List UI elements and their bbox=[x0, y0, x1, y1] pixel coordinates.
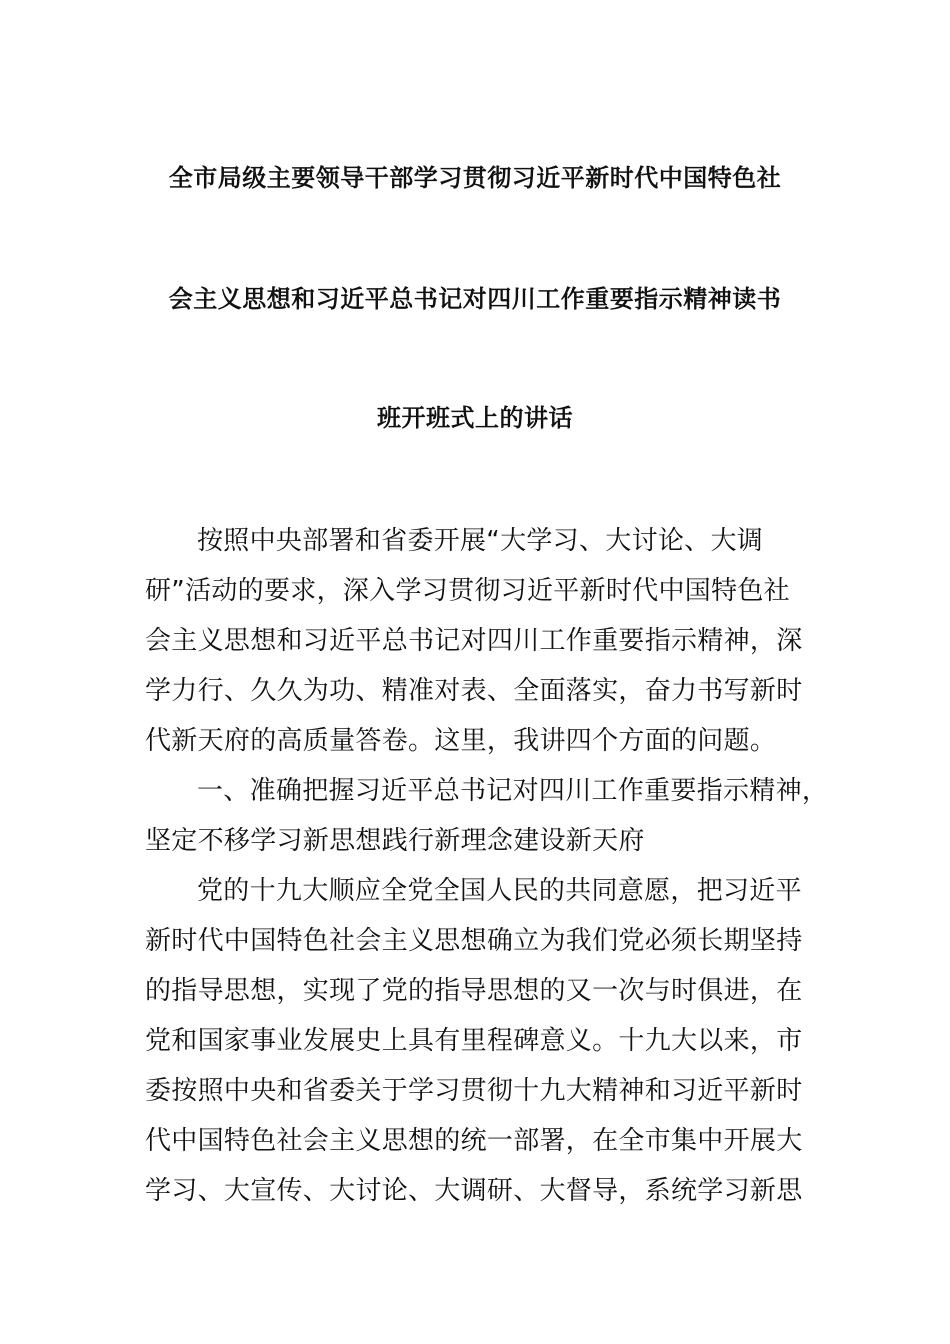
body-line-4: 学力行、久久为功、精准对表、全面落实，奋力书写新时 bbox=[145, 676, 803, 706]
document-title-line-1: 全市局级主要领导干部学习贯彻习近平新时代中国特色社 bbox=[168, 164, 782, 192]
body-line-9: 新时代中国特色社会主义思想确立为我们党必须长期坚持 bbox=[145, 926, 803, 956]
body-line-3: 会主义思想和习近平总书记对四川工作重要指示精神，深 bbox=[145, 626, 803, 656]
section-heading-line-1: 一、准确把握习近平总书记对四川工作重要指示精神， bbox=[197, 776, 829, 806]
body-line-2: 研”活动的要求，深入学习贯彻习近平新时代中国特色社 bbox=[145, 576, 790, 606]
body-line-12: 委按照中央和省委关于学习贯彻十九大精神和习近平新时 bbox=[145, 1076, 803, 1106]
section-heading-line-2: 坚定不移学习新思想践行新理念建设新天府 bbox=[145, 826, 645, 856]
body-line-10: 的指导思想，实现了党的指导思想的又一次与时俱进，在 bbox=[145, 976, 803, 1006]
body-line-5: 代新天府的高质量答卷。这里，我讲四个方面的问题。 bbox=[145, 726, 777, 756]
document-title-line-3: 班开班式上的讲话 bbox=[377, 404, 573, 432]
document-title-line-2: 会主义思想和习近平总书记对四川工作重要指示精神读书 bbox=[168, 285, 782, 313]
body-line-11: 党和国家事业发展史上具有里程碑意义。十九大以来，市 bbox=[145, 1026, 803, 1056]
body-line-13: 代中国特色社会主义思想的统一部署，在全市集中开展大 bbox=[145, 1126, 803, 1156]
body-line-8: 党的十九大顺应全党全国人民的共同意愿，把习近平 bbox=[197, 876, 802, 906]
body-line-1: 按照中央部署和省委开展“大学习、大讨论、大调 bbox=[197, 526, 764, 556]
body-line-14: 学习、大宣传、大讨论、大调研、大督导，系统学习新思 bbox=[145, 1176, 803, 1206]
